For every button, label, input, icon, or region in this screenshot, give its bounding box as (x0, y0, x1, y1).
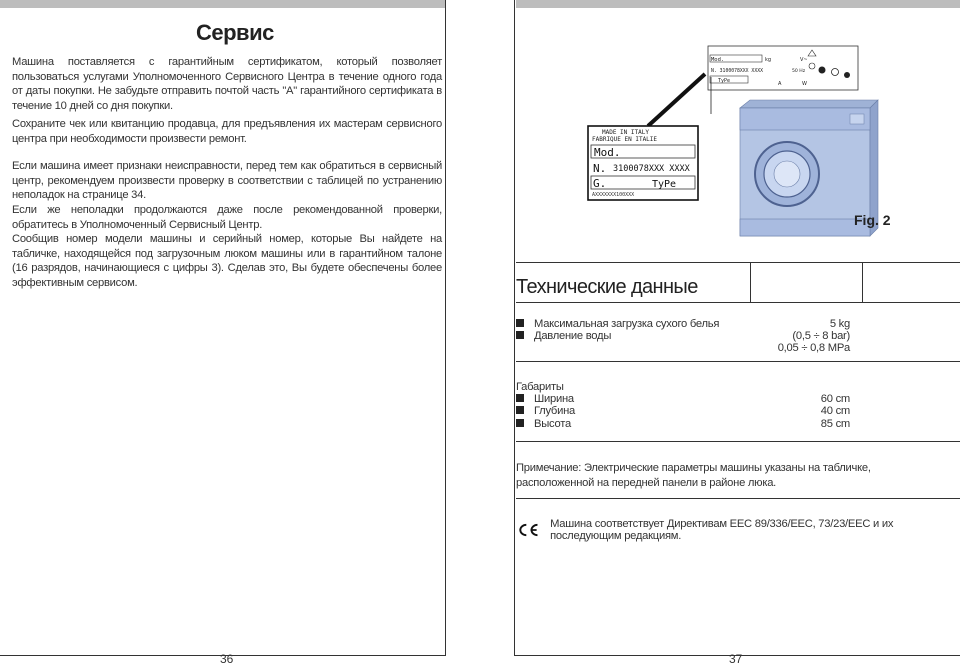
paragraph-serial: Сообщив номер модели машины и серийный номер, которые Вы найдете на табличке, находящейся под загрузочным люком машины или в гарантийном талоне (16 разрядов, начинающиеся с цифры 3). Сделав это, Вы будете обеспечены более эффективным сервисом. (12, 233, 442, 289)
dimension-row-height: Высота (516, 418, 571, 431)
svg-text:N. 3100078XXX XXXX: N. 3100078XXX XXXX (711, 69, 763, 74)
dimensions-heading: Габариты (516, 381, 564, 393)
ce-conformity-text: Машина соответствует Директивам ЕЕС 89/336/ЕЕС, 73/23/ЕЕС и их последующим редакциям. (550, 518, 894, 542)
large-rating-plate (588, 126, 698, 200)
small-rating-plate (708, 46, 858, 90)
svg-text:Mod.: Mod. (711, 57, 725, 63)
svg-text:W: W (802, 81, 807, 87)
svg-text:N.: N. (593, 162, 607, 175)
paragraph-check: Если машина имеет признаки неисправности, перед тем как обратиться в сервисный центр, рекомендуем произвести проверку в соответствии с таблицей по устранению неполадок на странице 34. (12, 160, 442, 201)
svg-text:A: A (778, 81, 782, 87)
svg-text:AXXXXXXX100XXX: AXXXXXXX100XXX (592, 192, 635, 198)
spec-value-load: 5 kg (829, 318, 850, 330)
ce-mark-icon (516, 521, 540, 539)
paragraph-warranty: Машина поставляется с гарантийным сертификатом, который позволяет пользоваться услугами Уполномоченного Сервисного Центра в течение одного года от даты покупки. Не забудьте отправить почтой часть "A" гарантийного сертификата в течение 10 дней со дня покупки. (12, 56, 442, 112)
bullet-icon (516, 419, 524, 427)
table-divider-1 (750, 262, 751, 302)
svg-text:TyPe: TyPe (718, 78, 731, 84)
table-line-3 (516, 441, 960, 442)
bullet-icon (516, 394, 524, 402)
svg-text:kg: kg (765, 57, 772, 63)
table-top-line (516, 262, 960, 263)
dimension-value-width: 60 cm (820, 393, 850, 405)
svg-text:TyPe: TyPe (652, 179, 677, 190)
figure-label: Fig. 2 (854, 212, 891, 228)
svg-text:FABRIQUE EN ITALIE: FABRIQUE EN ITALIE (592, 136, 658, 143)
bullet-icon (516, 319, 524, 327)
dimension-value-depth: 40 cm (820, 405, 850, 417)
page-title: Сервис (196, 20, 274, 45)
spec-row-pressure: Давление воды (516, 330, 611, 343)
dimension-value-height: 85 cm (820, 418, 850, 430)
tech-data-title: Технические данные (516, 276, 698, 298)
page-number-left: 36 (220, 652, 234, 666)
paragraph-contact: Если же неполадки продолжаются даже после рекомендованной проверки, обратитесь в Уполномоченный Сервисный Центр. (12, 204, 442, 231)
svg-text:G.: G. (593, 177, 607, 190)
electrical-note: Примечание: Электрические параметры машины указаны на табличке, расположенной на передней панели в районе люка. (516, 462, 871, 489)
spec-value-pressure: (0,5 ÷ 8 bar) (792, 330, 850, 342)
page-number-right: 37 (729, 652, 743, 666)
svg-text:3100078XXX XXXX: 3100078XXX XXXX (613, 164, 690, 174)
table-line-2 (516, 361, 960, 362)
svg-text:V~: V~ (800, 57, 808, 63)
washing-machine-illustration (560, 14, 955, 239)
ce-conformity (516, 518, 960, 542)
svg-text:50 Hz: 50 Hz (792, 69, 806, 74)
table-divider-2 (862, 262, 863, 302)
table-header-line (516, 302, 960, 303)
spec-row-load: Максимальная загрузка сухого белья (516, 318, 719, 331)
svg-text:MADE IN ITALY: MADE IN ITALY (602, 129, 649, 136)
paragraph-receipt: Сохраните чек или квитанцию продавца, для предъявления их мастерам сервисного центра при необходимости произвести ремонт. (12, 118, 442, 145)
dimension-row-depth: Глубина (516, 405, 575, 418)
svg-text:Mod.: Mod. (594, 146, 621, 159)
bullet-icon (516, 406, 524, 414)
spec-value-pressure-mpa: 0,05 ÷ 0,8 MPa (777, 342, 850, 354)
table-line-4 (516, 498, 960, 499)
dimension-row-width: Ширина (516, 393, 574, 406)
bullet-icon (516, 331, 524, 339)
